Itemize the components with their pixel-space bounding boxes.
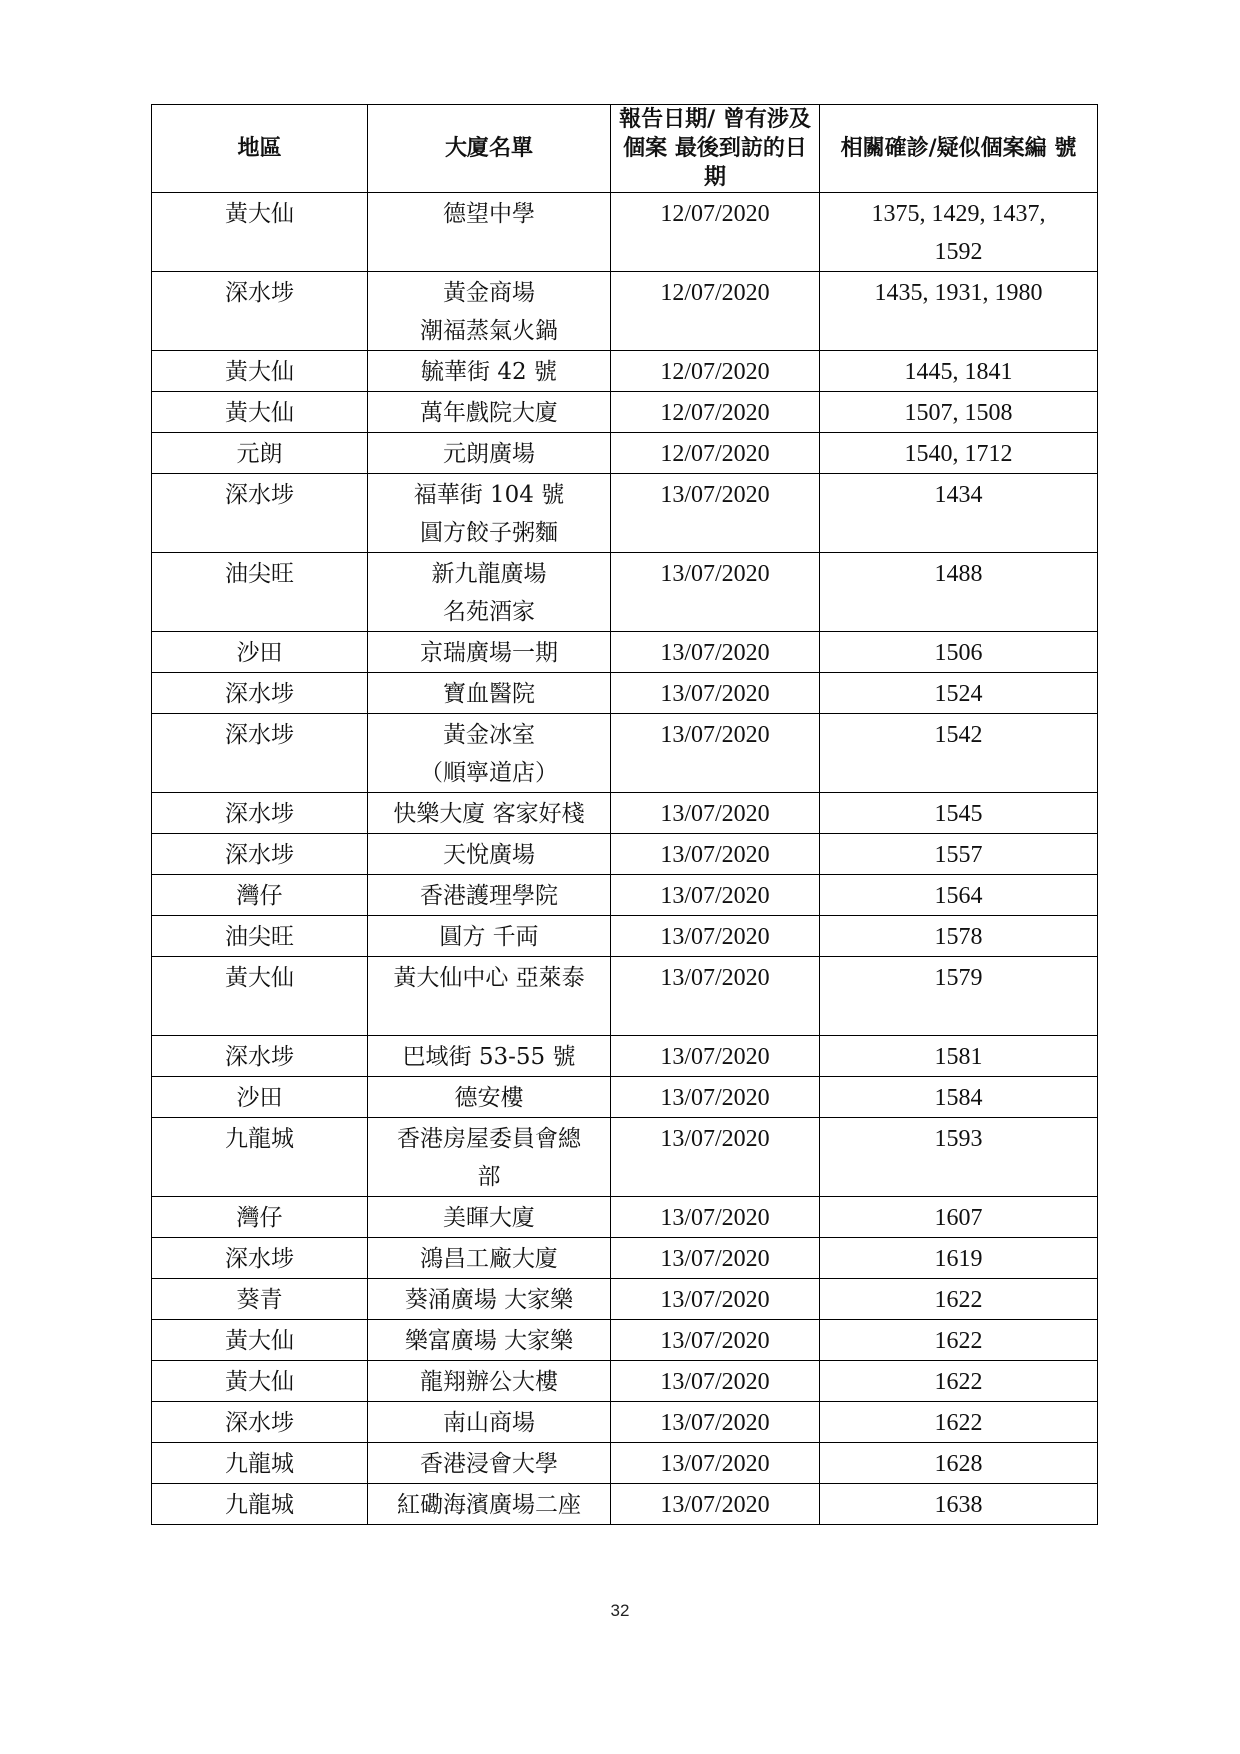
- district-cell: 沙田: [152, 632, 368, 673]
- date-cell: 13/07/2020: [611, 1077, 820, 1118]
- case-numbers-cell: [820, 875, 1098, 916]
- building-name-line: （順寧道店）: [420, 760, 558, 786]
- building-cell: [368, 1320, 611, 1361]
- date-cell: 13/07/2020: [611, 714, 820, 793]
- table-row: [152, 272, 1098, 351]
- case-numbers-line: 1375, 1429, 1437,: [871, 201, 1046, 227]
- case-numbers-line: 1593: [934, 1126, 983, 1152]
- case-numbers-cell: [820, 1443, 1098, 1484]
- district-cell: 深水埗: [152, 1402, 368, 1443]
- table-row: [152, 392, 1098, 433]
- district-cell: 深水埗: [152, 1238, 368, 1279]
- building-name-line: 黃金商場: [443, 280, 535, 306]
- building-cell: [368, 272, 611, 351]
- building-name-line: 龍翔辦公大樓: [420, 1369, 558, 1395]
- district-cell: 灣仔: [152, 875, 368, 916]
- header-date-line: 最後到訪的日期: [674, 136, 807, 190]
- building-name-line: 葵涌廣場 大家樂: [404, 1287, 574, 1313]
- building-name-line: 圓方餃子粥麵: [420, 520, 558, 546]
- case-numbers-cell: [820, 1402, 1098, 1443]
- table-row: [152, 957, 1098, 1036]
- building-cell: [368, 714, 611, 793]
- building-cell: [368, 673, 611, 714]
- case-numbers-cell: [820, 834, 1098, 875]
- date-cell: 12/07/2020: [611, 351, 820, 392]
- date-cell: 12/07/2020: [611, 272, 820, 351]
- case-numbers-cell: [820, 474, 1098, 553]
- case-numbers-line: 1540, 1712: [904, 441, 1013, 467]
- building-cell: [368, 632, 611, 673]
- building-cell: [368, 433, 611, 474]
- header-cases-line: 號: [1054, 136, 1077, 161]
- building-cell: [368, 1077, 611, 1118]
- table-row: [152, 673, 1098, 714]
- table-row: [152, 1238, 1098, 1279]
- date-cell: 12/07/2020: [611, 193, 820, 272]
- date-cell: 13/07/2020: [611, 916, 820, 957]
- case-numbers-line: 1622: [934, 1328, 983, 1354]
- district-cell: 黃大仙: [152, 1361, 368, 1402]
- building-name-line: 圓方 千両: [439, 924, 539, 950]
- case-numbers-cell: [820, 553, 1098, 632]
- district-cell: 九龍城: [152, 1118, 368, 1197]
- building-name-line: 香港浸會大學: [420, 1451, 558, 1477]
- district-cell: 深水埗: [152, 272, 368, 351]
- case-numbers-line: 1542: [934, 722, 983, 748]
- building-name-line: 部: [477, 1164, 501, 1190]
- building-name-line: 黃大仙中心 亞萊泰: [393, 965, 585, 991]
- case-numbers-line: 1579: [934, 965, 983, 991]
- date-cell: 13/07/2020: [611, 673, 820, 714]
- case-numbers-cell: [820, 632, 1098, 673]
- building-name-line: 福華街 104 號: [413, 482, 565, 508]
- building-name-line: 天悅廣場: [443, 842, 535, 868]
- table-row: [152, 632, 1098, 673]
- date-cell: 13/07/2020: [611, 1484, 820, 1525]
- building-name-line: 樂富廣場 大家樂: [404, 1328, 574, 1354]
- case-numbers-line: 1557: [934, 842, 983, 868]
- date-cell: 13/07/2020: [611, 1197, 820, 1238]
- case-numbers-line: 1434: [934, 482, 983, 508]
- case-numbers-line: 1506: [934, 640, 983, 666]
- case-numbers-cell: [820, 1484, 1098, 1525]
- building-cell: [368, 193, 611, 272]
- case-numbers-cell: [820, 1320, 1098, 1361]
- table-row: [152, 1118, 1098, 1197]
- case-numbers-line: 1578: [934, 924, 983, 950]
- building-cell: [368, 1036, 611, 1077]
- case-numbers-line: 1488: [934, 561, 983, 587]
- table-row: [152, 1361, 1098, 1402]
- date-cell: 13/07/2020: [611, 1361, 820, 1402]
- case-numbers-cell: [820, 1077, 1098, 1118]
- building-name-line: 巴域街 53-55 號: [402, 1044, 576, 1070]
- case-numbers-line: 1445, 1841: [904, 359, 1013, 385]
- building-cell: [368, 392, 611, 433]
- table-row: [152, 193, 1098, 272]
- building-cell: [368, 1118, 611, 1197]
- building-name-line: 鴻昌工廠大廈: [420, 1246, 558, 1272]
- date-cell: 13/07/2020: [611, 1279, 820, 1320]
- table-row: [152, 875, 1098, 916]
- district-cell: 油尖旺: [152, 553, 368, 632]
- date-cell: 13/07/2020: [611, 793, 820, 834]
- case-numbers-cell: [820, 193, 1098, 272]
- building-name-line: 美暉大廈: [443, 1205, 535, 1231]
- building-name-line: 紅磡海濱廣場二座: [397, 1492, 581, 1518]
- case-numbers-cell: [820, 272, 1098, 351]
- district-cell: 黃大仙: [152, 957, 368, 1036]
- district-cell: 元朗: [152, 433, 368, 474]
- header-date: [611, 105, 820, 193]
- case-numbers-cell: [820, 392, 1098, 433]
- case-numbers-line: 1584: [934, 1085, 983, 1111]
- table-row: [152, 1279, 1098, 1320]
- district-cell: 深水埗: [152, 793, 368, 834]
- district-cell: 九龍城: [152, 1484, 368, 1525]
- header-cases: [820, 105, 1098, 193]
- building-name-line: 新九龍廣場: [431, 561, 547, 587]
- building-name-line: 元朗廣場: [443, 441, 535, 467]
- header-building: 大廈名單: [368, 105, 611, 193]
- case-numbers-line: 1638: [934, 1492, 983, 1518]
- table-row: [152, 793, 1098, 834]
- header-date-line: 曾有涉及個案: [623, 107, 811, 161]
- building-cell: [368, 875, 611, 916]
- table-row: [152, 834, 1098, 875]
- building-cell: [368, 1443, 611, 1484]
- building-name-line: 德望中學: [443, 201, 535, 227]
- header-district: 地區: [152, 105, 368, 193]
- table-row: [152, 916, 1098, 957]
- date-cell: 13/07/2020: [611, 474, 820, 553]
- table-row: [152, 714, 1098, 793]
- building-cell: [368, 1361, 611, 1402]
- case-numbers-line: 1607: [934, 1205, 983, 1231]
- case-numbers-line: 1622: [934, 1287, 983, 1313]
- case-numbers-cell: [820, 1361, 1098, 1402]
- date-cell: 13/07/2020: [611, 1036, 820, 1077]
- building-cell: [368, 1197, 611, 1238]
- case-numbers-cell: [820, 793, 1098, 834]
- case-numbers-cell: [820, 433, 1098, 474]
- table-row: [152, 553, 1098, 632]
- building-cell: [368, 1279, 611, 1320]
- building-cell: [368, 1238, 611, 1279]
- district-cell: 黃大仙: [152, 392, 368, 433]
- case-numbers-cell: [820, 957, 1098, 1036]
- date-cell: 13/07/2020: [611, 1443, 820, 1484]
- date-cell: 13/07/2020: [611, 1402, 820, 1443]
- table-body: [152, 193, 1098, 1525]
- header-cases-line: 相關確診/疑似個案編: [840, 136, 1047, 161]
- case-numbers-cell: [820, 1279, 1098, 1320]
- case-numbers-line: 1592: [934, 239, 983, 265]
- case-numbers-line: 1545: [934, 801, 983, 827]
- table-row: [152, 1484, 1098, 1525]
- table-row: [152, 474, 1098, 553]
- building-name-line: 香港房屋委員會總: [397, 1126, 581, 1152]
- date-cell: 13/07/2020: [611, 1320, 820, 1361]
- date-cell: 12/07/2020: [611, 433, 820, 474]
- district-cell: 葵青: [152, 1279, 368, 1320]
- building-list-table: [151, 104, 1098, 1525]
- table-row: [152, 1036, 1098, 1077]
- building-cell: [368, 1484, 611, 1525]
- district-cell: 深水埗: [152, 673, 368, 714]
- date-cell: 13/07/2020: [611, 553, 820, 632]
- case-numbers-cell: [820, 1238, 1098, 1279]
- building-name-line: 京瑞廣場一期: [420, 640, 558, 666]
- district-cell: 深水埗: [152, 1036, 368, 1077]
- building-cell: [368, 834, 611, 875]
- case-numbers-cell: [820, 1036, 1098, 1077]
- page-number: 32: [610, 1601, 630, 1620]
- case-numbers-line: 1581: [934, 1044, 983, 1070]
- case-numbers-cell: [820, 673, 1098, 714]
- table-row: [152, 1077, 1098, 1118]
- table-header-row: [152, 105, 1098, 193]
- district-cell: 油尖旺: [152, 916, 368, 957]
- date-cell: 13/07/2020: [611, 834, 820, 875]
- building-cell: [368, 474, 611, 553]
- building-name-line: 萬年戲院大廈: [420, 400, 558, 426]
- case-numbers-line: 1622: [934, 1369, 983, 1395]
- date-cell: 12/07/2020: [611, 392, 820, 433]
- district-cell: 沙田: [152, 1077, 368, 1118]
- table-row: [152, 1320, 1098, 1361]
- building-name-line: 快樂大廈 客家好棧: [393, 801, 585, 827]
- building-name-line: 名苑酒家: [443, 599, 535, 625]
- table-row: [152, 1197, 1098, 1238]
- date-cell: 13/07/2020: [611, 632, 820, 673]
- case-numbers-line: 1622: [934, 1410, 983, 1436]
- building-name-line: 毓華街 42 號: [421, 359, 557, 385]
- table-row: [152, 351, 1098, 392]
- building-cell: [368, 351, 611, 392]
- date-cell: 13/07/2020: [611, 875, 820, 916]
- building-cell: [368, 916, 611, 957]
- case-numbers-line: 1619: [934, 1246, 983, 1272]
- building-name-line: 南山商場: [443, 1410, 535, 1436]
- district-cell: 黃大仙: [152, 351, 368, 392]
- case-numbers-line: 1435, 1931, 1980: [874, 280, 1043, 306]
- district-cell: 黃大仙: [152, 1320, 368, 1361]
- district-cell: 黃大仙: [152, 193, 368, 272]
- district-cell: 灣仔: [152, 1197, 368, 1238]
- case-numbers-cell: [820, 1118, 1098, 1197]
- building-name-line: 德安樓: [454, 1085, 524, 1111]
- case-numbers-cell: [820, 714, 1098, 793]
- building-cell: [368, 553, 611, 632]
- building-cell: [368, 957, 611, 1036]
- date-cell: 13/07/2020: [611, 1238, 820, 1279]
- case-numbers-cell: [820, 351, 1098, 392]
- case-numbers-line: 1524: [934, 681, 983, 707]
- building-name-line: 香港護理學院: [420, 883, 558, 909]
- table-row: [152, 1402, 1098, 1443]
- table-row: [152, 433, 1098, 474]
- case-numbers-cell: [820, 916, 1098, 957]
- district-cell: 九龍城: [152, 1443, 368, 1484]
- date-cell: 13/07/2020: [611, 957, 820, 1036]
- date-cell: 13/07/2020: [611, 1118, 820, 1197]
- building-name-line: 寶血醫院: [443, 681, 535, 707]
- case-numbers-line: 1507, 1508: [904, 400, 1013, 426]
- building-cell: [368, 1402, 611, 1443]
- district-cell: 深水埗: [152, 474, 368, 553]
- table-row: [152, 1443, 1098, 1484]
- building-name-line: 黃金冰室: [443, 722, 535, 748]
- case-numbers-line: 1628: [934, 1451, 983, 1477]
- header-date-line: 報告日期/: [619, 107, 716, 132]
- case-numbers-line: 1564: [934, 883, 983, 909]
- case-numbers-cell: [820, 1197, 1098, 1238]
- district-cell: 深水埗: [152, 714, 368, 793]
- district-cell: 深水埗: [152, 834, 368, 875]
- building-cell: [368, 793, 611, 834]
- building-name-line: 潮福蒸氣火鍋: [420, 318, 558, 344]
